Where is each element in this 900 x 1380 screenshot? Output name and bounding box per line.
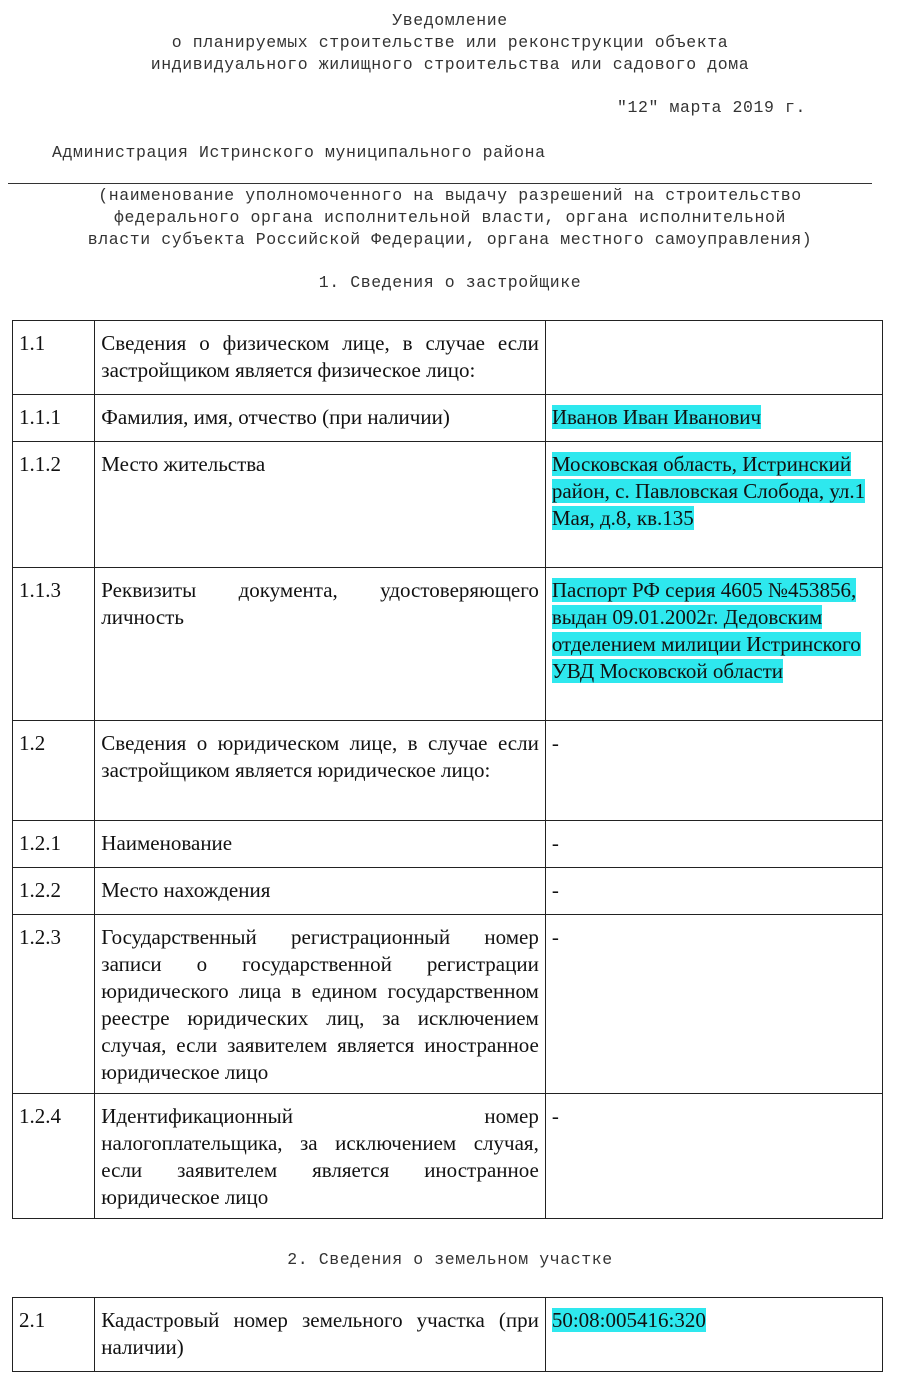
- document-subtitle-line2: индивидуального жилищного строительства или садового дома: [150, 55, 750, 74]
- row-label: Кадастровый номер земельного участка (при наличии): [95, 1298, 546, 1372]
- row-number: 1.2.4: [13, 1094, 95, 1219]
- table-row: [13, 321, 883, 395]
- land-plot-table: [12, 1297, 883, 1372]
- row-label: Сведения о юридическом лице, в случае если застройщиком является юридическое лицо:: [95, 721, 546, 821]
- authority-note-line2: федерального органа исполнительной власти, органа исполнительной: [113, 208, 787, 227]
- row-value: -: [545, 868, 882, 915]
- table-row: [13, 1298, 883, 1372]
- row-value: [545, 442, 882, 568]
- row-label: Сведения о физическом лице, в случае если застройщиком является физическое лицо:: [95, 321, 546, 395]
- table-row: [13, 568, 883, 721]
- highlighted-value: Паспорт РФ серия 4605 №453856, выдан 09.01.2002г. Дедовским отделением милиции Истринского УВД Московской области: [551, 578, 861, 683]
- row-value: -: [545, 821, 882, 868]
- authority-note-line1: (наименование уполномоченного на выдачу разрешений на строительство: [98, 186, 802, 205]
- row-label: Реквизиты документа, удостоверяющего личность: [95, 568, 546, 721]
- row-label: Идентификационный номер налогоплательщика, за исключением случая, если заявителем является иностранное юридическое лицо: [95, 1094, 546, 1219]
- row-value: [545, 1298, 882, 1372]
- row-number: 1.2.1: [13, 821, 95, 868]
- row-value: -: [545, 915, 882, 1094]
- row-number: 1.2.2: [13, 868, 95, 915]
- authority-note-line3: власти субъекта Российской Федерации, органа местного самоуправления): [87, 230, 813, 249]
- row-value: [545, 395, 882, 442]
- row-value: [545, 568, 882, 721]
- row-value: -: [545, 1094, 882, 1219]
- highlighted-value: Московская область, Истринский район, с. Павловская Слобода, ул.1 Мая, д.8, кв.135: [551, 452, 866, 530]
- developer-info-table: [12, 320, 883, 1219]
- row-number: 1.2: [13, 721, 95, 821]
- section2-title: 2. Сведения о земельном участке: [287, 1250, 613, 1269]
- highlighted-value: Иванов Иван Иванович: [551, 405, 762, 429]
- authority-name: Администрация Истринского муниципального района: [52, 143, 546, 162]
- row-label: Фамилия, имя, отчество (при наличии): [95, 395, 546, 442]
- row-label: Наименование: [95, 821, 546, 868]
- row-label: Место жительства: [95, 442, 546, 568]
- row-number: 1.1.3: [13, 568, 95, 721]
- document-subtitle-line1: о планируемых строительстве или реконструкции объекта: [171, 33, 729, 52]
- authority-underline: [8, 183, 872, 184]
- row-number: 2.1: [13, 1298, 95, 1372]
- row-number: 1.1.1: [13, 395, 95, 442]
- table-row: [13, 868, 883, 915]
- document-title: Уведомление: [392, 11, 508, 30]
- row-number: 1.1.2: [13, 442, 95, 568]
- table-row: [13, 442, 883, 568]
- row-number: 1.2.3: [13, 915, 95, 1094]
- row-label: Государственный регистрационный номер записи о государственной регистрации юридического лица в едином государственном реестре юридических лиц, за исключением случая, если заявителем является иностранное юридическое лицо: [95, 915, 546, 1094]
- highlighted-value: 50:08:005416:320: [551, 1308, 706, 1332]
- table-row: [13, 1094, 883, 1219]
- row-number: 1.1: [13, 321, 95, 395]
- table-row: [13, 721, 883, 821]
- document-date: "12" марта 2019 г.: [617, 98, 807, 117]
- row-value: [545, 321, 882, 395]
- row-label: Место нахождения: [95, 868, 546, 915]
- table-row: [13, 821, 883, 868]
- row-value: -: [545, 721, 882, 821]
- table-row: [13, 915, 883, 1094]
- section1-title: 1. Сведения о застройщике: [318, 273, 582, 292]
- table-row: [13, 395, 883, 442]
